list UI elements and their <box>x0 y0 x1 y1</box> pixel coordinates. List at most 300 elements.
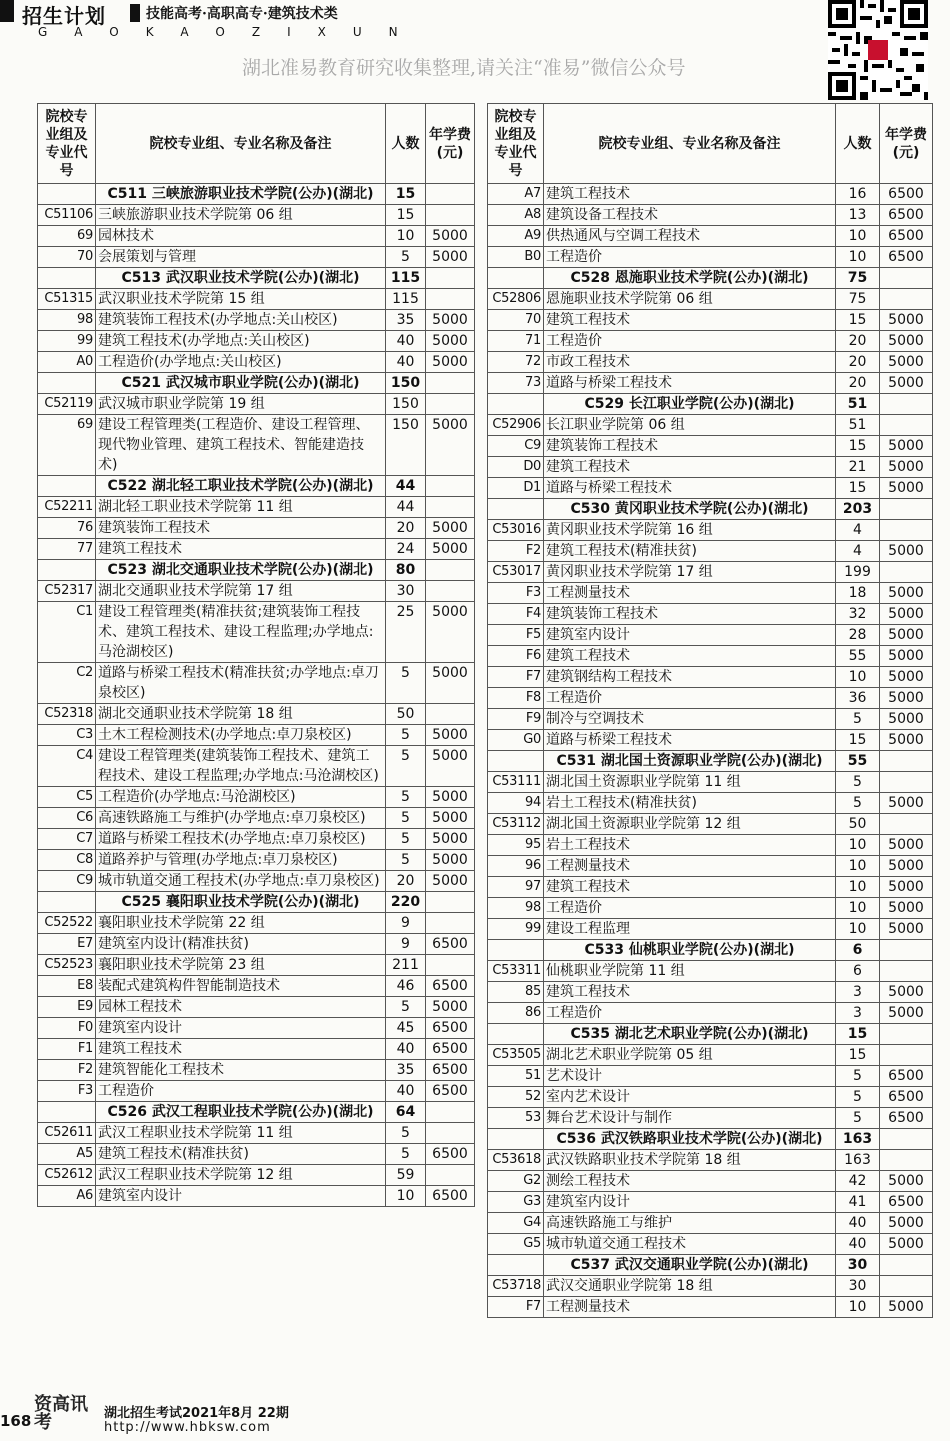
name-cell: 工程造价 <box>544 247 836 268</box>
section-title: 招生计划 <box>22 4 106 28</box>
count-cell: 20 <box>386 871 426 892</box>
major-row <box>488 247 933 268</box>
major-row <box>38 226 475 247</box>
name-cell: 武汉职业技术学院第 15 组 <box>96 289 386 310</box>
code-cell: 70 <box>38 247 96 268</box>
code-cell: 94 <box>488 793 544 814</box>
name-cell: C511 三峡旅游职业技术学院(公办)(湖北) <box>96 184 386 205</box>
count-cell: 15 <box>386 184 426 205</box>
name-cell: 建筑装饰工程技术 <box>544 604 836 625</box>
count-cell: 10 <box>836 856 880 877</box>
name-cell: 襄阳职业技术学院第 22 组 <box>96 913 386 934</box>
fee-cell: 5000 <box>880 793 933 814</box>
name-cell: 供热通风与空调工程技术 <box>544 226 836 247</box>
code-cell <box>488 268 544 289</box>
fee-cell <box>426 560 475 581</box>
fee-cell: 5000 <box>880 583 933 604</box>
college-row <box>38 560 475 581</box>
count-cell: 42 <box>836 1171 880 1192</box>
code-cell: F4 <box>488 604 544 625</box>
group-row <box>488 772 933 793</box>
code-cell: F3 <box>38 1081 96 1102</box>
count-cell: 10 <box>386 1186 426 1207</box>
fee-cell: 5000 <box>426 787 475 808</box>
name-cell: C528 恩施职业技术学院(公办)(湖北) <box>544 268 836 289</box>
college-row <box>488 1255 933 1276</box>
count-cell: 44 <box>386 476 426 497</box>
name-cell: 建筑室内设计 <box>96 1018 386 1039</box>
name-cell: 黄冈职业技术学院第 16 组 <box>544 520 836 541</box>
fee-cell: 5000 <box>880 646 933 667</box>
name-cell: 建筑工程技术 <box>544 877 836 898</box>
major-row <box>38 415 475 476</box>
name-cell: 武汉交通职业学院第 18 组 <box>544 1276 836 1297</box>
name-cell: 工程造价 <box>544 688 836 709</box>
count-cell: 40 <box>386 331 426 352</box>
fee-cell <box>880 1024 933 1045</box>
count-cell: 80 <box>386 560 426 581</box>
group-row <box>38 704 475 725</box>
name-cell: 工程测量技术 <box>544 856 836 877</box>
fee-cell: 5000 <box>880 835 933 856</box>
major-row <box>488 709 933 730</box>
table-body-left <box>38 184 475 1207</box>
code-cell: F1 <box>38 1039 96 1060</box>
code-cell: 85 <box>488 982 544 1003</box>
count-cell: 10 <box>836 898 880 919</box>
count-cell: 28 <box>836 625 880 646</box>
page-number: 168 <box>0 1412 32 1430</box>
name-cell: 道路与桥梁工程技术 <box>544 730 836 751</box>
major-row <box>488 331 933 352</box>
watermark-notice: 湖北准易教育研究收集整理,请关注“准易”微信公众号 <box>242 57 686 79</box>
major-row <box>488 310 933 331</box>
fee-cell <box>880 772 933 793</box>
count-cell: 220 <box>386 892 426 913</box>
code-cell <box>38 184 96 205</box>
fee-cell: 6500 <box>426 1186 475 1207</box>
group-row <box>38 289 475 310</box>
code-cell: C7 <box>38 829 96 850</box>
code-cell: 98 <box>488 898 544 919</box>
count-cell: 20 <box>836 373 880 394</box>
page-footer <box>0 1392 950 1441</box>
name-cell: 工程造价 <box>544 331 836 352</box>
count-cell: 3 <box>836 982 880 1003</box>
major-row <box>488 1297 933 1318</box>
college-row <box>488 394 933 415</box>
fee-cell <box>880 1255 933 1276</box>
count-cell: 75 <box>836 289 880 310</box>
group-row <box>488 1276 933 1297</box>
fee-cell: 5000 <box>880 1234 933 1255</box>
name-cell: 建设工程监理 <box>544 919 836 940</box>
name-cell: C536 武汉铁路职业技术学院(公办)(湖北) <box>544 1129 836 1150</box>
name-cell: 建筑工程技术(精准扶贫) <box>544 541 836 562</box>
count-cell: 9 <box>386 913 426 934</box>
code-cell: C52611 <box>38 1123 96 1144</box>
fee-cell: 6500 <box>880 226 933 247</box>
code-cell: C9 <box>38 871 96 892</box>
major-row <box>488 583 933 604</box>
count-cell: 5 <box>836 793 880 814</box>
code-cell: G2 <box>488 1171 544 1192</box>
fee-cell: 5000 <box>426 850 475 871</box>
fee-cell: 5000 <box>880 310 933 331</box>
code-cell: C5 <box>38 787 96 808</box>
major-row <box>488 835 933 856</box>
code-cell: C52612 <box>38 1165 96 1186</box>
code-cell <box>488 1129 544 1150</box>
code-cell: F0 <box>38 1018 96 1039</box>
code-cell <box>488 394 544 415</box>
fee-cell: 6500 <box>880 1192 933 1213</box>
fee-cell <box>880 961 933 982</box>
count-cell: 163 <box>836 1150 880 1171</box>
group-row <box>488 289 933 310</box>
admission-plan-table-right <box>487 103 933 1318</box>
code-cell: A9 <box>488 226 544 247</box>
code-cell: 69 <box>38 226 96 247</box>
fee-cell <box>880 814 933 835</box>
name-cell: 建筑工程技术(办学地点:关山校区) <box>96 331 386 352</box>
fee-cell: 5000 <box>880 352 933 373</box>
name-cell: 制冷与空调技术 <box>544 709 836 730</box>
fee-cell <box>426 1123 475 1144</box>
name-cell: C529 长江职业学院(公办)(湖北) <box>544 394 836 415</box>
code-cell <box>488 1255 544 1276</box>
fee-cell: 6500 <box>880 247 933 268</box>
count-cell: 35 <box>386 310 426 331</box>
fee-cell: 5000 <box>880 436 933 457</box>
major-row <box>488 373 933 394</box>
name-cell: 城市轨道交通工程技术(办学地点:卓刀泉校区) <box>96 871 386 892</box>
count-cell: 46 <box>386 976 426 997</box>
column-header-count: 人数 <box>386 104 426 184</box>
name-cell: 道路与桥梁工程技术 <box>544 478 836 499</box>
name-cell: 长江职业学院第 06 组 <box>544 415 836 436</box>
fee-cell: 5000 <box>880 1003 933 1024</box>
code-cell: C52317 <box>38 581 96 602</box>
code-cell: C53016 <box>488 520 544 541</box>
fee-cell <box>426 704 475 725</box>
name-cell: 建筑工程技术 <box>544 184 836 205</box>
fee-cell <box>880 394 933 415</box>
name-cell: 岩土工程技术 <box>544 835 836 856</box>
code-cell: F2 <box>38 1060 96 1081</box>
count-cell: 115 <box>386 289 426 310</box>
name-cell: 工程造价(办学地点:马沧湖校区) <box>96 787 386 808</box>
fee-cell: 5000 <box>880 331 933 352</box>
count-cell: 50 <box>386 704 426 725</box>
fee-cell <box>880 1129 933 1150</box>
count-cell: 115 <box>386 268 426 289</box>
header-pinyin: GAOKAOZIXUN <box>38 25 425 39</box>
count-cell: 36 <box>836 688 880 709</box>
count-cell: 6 <box>836 961 880 982</box>
major-row <box>488 1087 933 1108</box>
code-cell <box>488 751 544 772</box>
count-cell: 10 <box>836 247 880 268</box>
major-row <box>38 518 475 539</box>
name-cell: 城市轨道交通工程技术 <box>544 1234 836 1255</box>
fee-cell: 5000 <box>426 415 475 476</box>
group-row <box>488 415 933 436</box>
count-cell: 30 <box>386 581 426 602</box>
count-cell: 5 <box>386 997 426 1018</box>
group-row <box>38 1123 475 1144</box>
major-row <box>38 1039 475 1060</box>
code-cell: 99 <box>488 919 544 940</box>
major-row <box>38 997 475 1018</box>
fee-cell <box>880 1150 933 1171</box>
name-cell: 湖北国土资源职业学院第 12 组 <box>544 814 836 835</box>
major-row <box>488 541 933 562</box>
code-cell: C52522 <box>38 913 96 934</box>
count-cell: 30 <box>836 1276 880 1297</box>
code-cell: A7 <box>488 184 544 205</box>
count-cell: 5 <box>836 1066 880 1087</box>
code-cell: C53112 <box>488 814 544 835</box>
fee-cell: 6500 <box>426 1081 475 1102</box>
major-row <box>38 808 475 829</box>
name-cell: 工程造价 <box>544 1003 836 1024</box>
name-cell: 会展策划与管理 <box>96 247 386 268</box>
fee-cell: 5000 <box>880 1171 933 1192</box>
fee-cell: 6500 <box>426 934 475 955</box>
major-row <box>488 919 933 940</box>
column-header-code: 院校专业组及专业代号 <box>488 104 544 184</box>
count-cell: 5 <box>836 709 880 730</box>
publication-issue: 湖北招生考试2021年8月 22期 <box>104 1406 289 1421</box>
college-row <box>38 892 475 913</box>
count-cell: 5 <box>386 746 426 787</box>
code-cell: G0 <box>488 730 544 751</box>
count-cell: 15 <box>836 730 880 751</box>
code-cell: D0 <box>488 457 544 478</box>
fee-cell: 5000 <box>426 518 475 539</box>
code-cell: F2 <box>488 541 544 562</box>
admission-plan-table-left <box>37 103 475 1207</box>
count-cell: 5 <box>386 1123 426 1144</box>
code-cell: G4 <box>488 1213 544 1234</box>
name-cell: 建筑智能化工程技术 <box>96 1060 386 1081</box>
count-cell: 40 <box>386 1039 426 1060</box>
count-cell: 5 <box>836 1108 880 1129</box>
count-cell: 6 <box>836 940 880 961</box>
name-cell: 建设工程管理类(精准扶贫;建筑装饰工程技术、建筑工程技术、建设工程监理;办学地点:马沧湖校区) <box>96 602 386 663</box>
website-link[interactable]: http://www.hbksw.com <box>104 1420 271 1435</box>
count-cell: 203 <box>836 499 880 520</box>
count-cell: 25 <box>386 602 426 663</box>
code-cell: C53017 <box>488 562 544 583</box>
count-cell: 20 <box>836 352 880 373</box>
code-cell: 51 <box>488 1066 544 1087</box>
major-row <box>488 1234 933 1255</box>
major-row <box>38 787 475 808</box>
name-cell: 土木工程检测技术(办学地点:卓刀泉校区) <box>96 725 386 746</box>
name-cell: 道路养护与管理(办学地点:卓刀泉校区) <box>96 850 386 871</box>
count-cell: 199 <box>836 562 880 583</box>
count-cell: 32 <box>836 604 880 625</box>
name-cell: 工程造价 <box>96 1081 386 1102</box>
fee-cell <box>426 268 475 289</box>
major-row <box>38 331 475 352</box>
fee-cell: 5000 <box>426 808 475 829</box>
table-body-right <box>488 184 933 1318</box>
code-cell: 95 <box>488 835 544 856</box>
code-cell: A0 <box>38 352 96 373</box>
group-row <box>488 562 933 583</box>
name-cell: C531 湖北国土资源职业学院(公办)(湖北) <box>544 751 836 772</box>
name-cell: 恩施职业技术学院第 06 组 <box>544 289 836 310</box>
column-header-name: 院校专业组、专业名称及备注 <box>96 104 386 184</box>
name-cell: 湖北交通职业技术学院第 17 组 <box>96 581 386 602</box>
fee-cell: 5000 <box>880 478 933 499</box>
group-row <box>38 205 475 226</box>
count-cell: 15 <box>836 436 880 457</box>
name-cell: C530 黄冈职业技术学院(公办)(湖北) <box>544 499 836 520</box>
count-cell: 211 <box>386 955 426 976</box>
fee-cell: 6500 <box>880 184 933 205</box>
major-row <box>488 667 933 688</box>
name-cell: 建设工程管理类(建筑装饰工程技术、建筑工程技术、建设工程监理;办学地点:马沧湖校区) <box>96 746 386 787</box>
college-row <box>38 268 475 289</box>
count-cell: 10 <box>836 835 880 856</box>
major-row <box>38 934 475 955</box>
name-cell: 园林技术 <box>96 226 386 247</box>
header-black-block <box>0 0 14 22</box>
name-cell: 湖北交通职业技术学院第 18 组 <box>96 704 386 725</box>
fee-cell: 5000 <box>426 226 475 247</box>
fee-cell: 6500 <box>426 1060 475 1081</box>
name-cell: 工程造价 <box>544 898 836 919</box>
code-cell: C3 <box>38 725 96 746</box>
code-cell <box>38 1102 96 1123</box>
major-row <box>38 1018 475 1039</box>
count-cell: 41 <box>836 1192 880 1213</box>
name-cell: 高速铁路施工与维护 <box>544 1213 836 1234</box>
major-row <box>488 1003 933 1024</box>
name-cell: 建筑钢结构工程技术 <box>544 667 836 688</box>
major-row <box>488 1171 933 1192</box>
code-cell: D1 <box>488 478 544 499</box>
fee-cell: 5000 <box>426 539 475 560</box>
name-cell: 建筑室内设计(精准扶贫) <box>96 934 386 955</box>
code-cell <box>488 499 544 520</box>
count-cell: 59 <box>386 1165 426 1186</box>
fee-cell <box>880 940 933 961</box>
major-row <box>38 247 475 268</box>
college-row <box>38 373 475 394</box>
major-row <box>488 856 933 877</box>
fee-cell: 5000 <box>880 919 933 940</box>
fee-cell <box>426 184 475 205</box>
name-cell: 武汉工程职业技术学院第 11 组 <box>96 1123 386 1144</box>
fee-cell <box>426 205 475 226</box>
fee-cell: 5000 <box>426 247 475 268</box>
fee-cell: 5000 <box>426 331 475 352</box>
count-cell: 24 <box>386 539 426 560</box>
major-row <box>488 478 933 499</box>
major-row <box>488 1192 933 1213</box>
name-cell: 园林工程技术 <box>96 997 386 1018</box>
name-cell: C523 湖北交通职业技术学院(公办)(湖北) <box>96 560 386 581</box>
count-cell: 4 <box>836 520 880 541</box>
group-row <box>488 961 933 982</box>
name-cell: 艺术设计 <box>544 1066 836 1087</box>
group-row <box>38 394 475 415</box>
code-cell: C8 <box>38 850 96 871</box>
college-row <box>488 1024 933 1045</box>
code-cell: A6 <box>38 1186 96 1207</box>
major-row <box>38 310 475 331</box>
name-cell: 黄冈职业技术学院第 17 组 <box>544 562 836 583</box>
count-cell: 35 <box>386 1060 426 1081</box>
fee-cell: 6500 <box>426 976 475 997</box>
name-cell: 建筑工程技术 <box>96 1039 386 1060</box>
name-cell: C526 武汉工程职业技术学院(公办)(湖北) <box>96 1102 386 1123</box>
code-cell: C52318 <box>38 704 96 725</box>
count-cell: 40 <box>836 1234 880 1255</box>
major-row <box>38 352 475 373</box>
count-cell: 5 <box>386 725 426 746</box>
fee-cell <box>426 476 475 497</box>
fee-cell <box>426 955 475 976</box>
fee-cell <box>880 1276 933 1297</box>
fee-cell: 6500 <box>880 205 933 226</box>
code-cell: C51315 <box>38 289 96 310</box>
count-cell: 5 <box>386 787 426 808</box>
major-row <box>38 1081 475 1102</box>
fee-cell <box>426 1165 475 1186</box>
code-cell: C2 <box>38 663 96 704</box>
code-cell <box>38 476 96 497</box>
count-cell: 13 <box>836 205 880 226</box>
group-row <box>488 520 933 541</box>
column-header-count: 人数 <box>836 104 880 184</box>
code-cell: E8 <box>38 976 96 997</box>
name-cell: 建筑装饰工程技术 <box>544 436 836 457</box>
college-row <box>488 751 933 772</box>
count-cell: 10 <box>836 226 880 247</box>
major-row <box>488 982 933 1003</box>
name-cell: 道路与桥梁工程技术(精准扶贫;办学地点:卓刀泉校区) <box>96 663 386 704</box>
major-row <box>38 602 475 663</box>
fee-cell <box>880 751 933 772</box>
name-cell: 建筑设备工程技术 <box>544 205 836 226</box>
name-cell: 室内艺术设计 <box>544 1087 836 1108</box>
major-row <box>488 457 933 478</box>
major-row <box>38 850 475 871</box>
code-cell <box>488 1024 544 1045</box>
code-cell: 70 <box>488 310 544 331</box>
code-cell: F9 <box>488 709 544 730</box>
count-cell: 9 <box>386 934 426 955</box>
count-cell: 163 <box>836 1129 880 1150</box>
count-cell: 75 <box>836 268 880 289</box>
code-cell: C52211 <box>38 497 96 518</box>
code-cell: E7 <box>38 934 96 955</box>
fee-cell: 5000 <box>880 688 933 709</box>
column-header-fee: 年学费(元) <box>880 104 933 184</box>
count-cell: 5 <box>386 829 426 850</box>
name-cell: 武汉铁路职业技术学院第 18 组 <box>544 1150 836 1171</box>
fee-cell: 5000 <box>880 730 933 751</box>
fee-cell: 5000 <box>426 310 475 331</box>
name-cell: 襄阳职业技术学院第 23 组 <box>96 955 386 976</box>
code-cell: G3 <box>488 1192 544 1213</box>
